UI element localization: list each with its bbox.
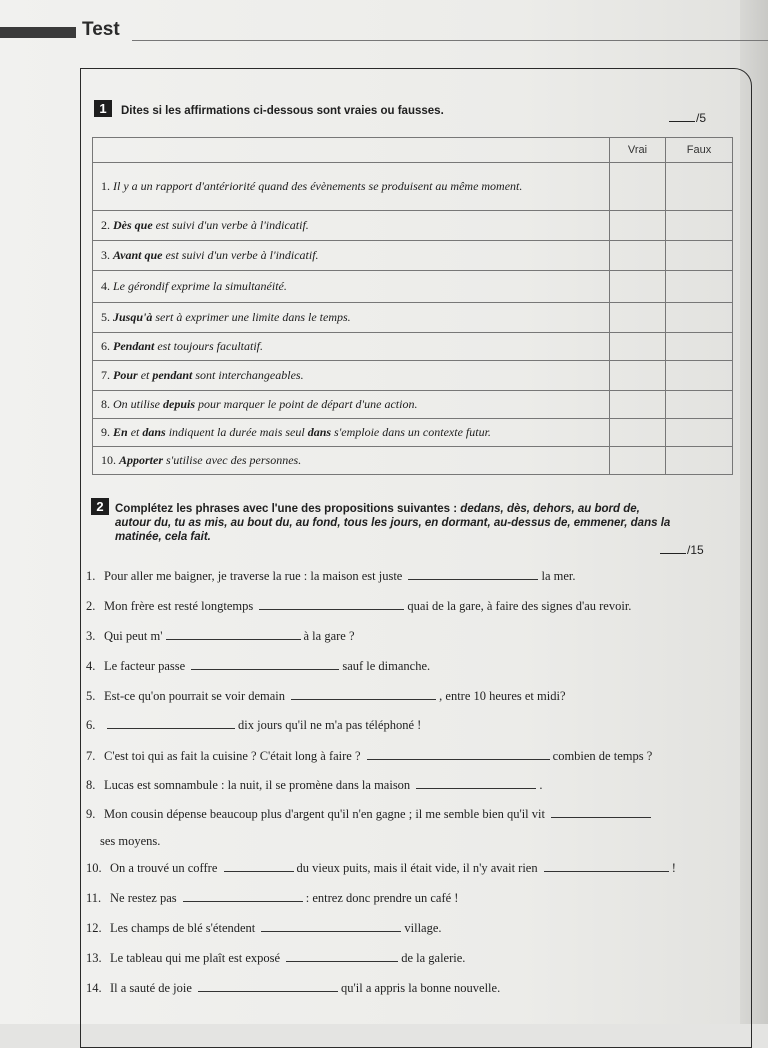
statement-row [93,333,733,361]
exercise-text: C'est toi qui as fait la cuisine ? C'était long à faire ? [104,749,364,763]
statement-column-header [93,138,610,163]
statement-text [93,391,610,419]
exercise-number: 13. [86,951,102,965]
score-blank[interactable] [660,553,686,554]
answer-cell-vrai[interactable] [610,271,666,303]
answer-blank[interactable] [198,980,338,992]
statement-part: sert à exprimer une limite dans le temps. [152,310,351,324]
statement-part: Jusqu'à [113,310,153,324]
statement-text [93,211,610,241]
section-2-number: 2 [91,498,109,515]
answer-cell-vrai[interactable] [610,241,666,271]
answer-cell-vrai[interactable] [610,419,666,447]
exercise-item [86,980,500,996]
statement-number: 7. [101,368,110,382]
statement-part: est toujours facultatif. [154,339,264,353]
page-title: Test [82,19,120,40]
answer-cell-faux[interactable] [666,211,733,241]
exercise-item [86,717,421,733]
statement-text [93,271,610,303]
statement-row [93,241,733,271]
column-header-vrai: Vrai [610,138,666,163]
answer-blank[interactable] [291,688,436,700]
answer-cell-vrai[interactable] [610,447,666,475]
exercise-number: 12. [86,921,102,935]
answer-blank[interactable] [261,920,401,932]
exercise-number: 4. [86,659,96,673]
statement-part: On utilise [113,397,163,411]
exercise-text: sauf le dimanche. [342,659,431,673]
header-rule [132,40,768,41]
exercise-text: Les champs de blé s'étendent [110,921,259,935]
exercise-text: à la gare ? [303,629,355,643]
statement-part: pendant [152,368,193,382]
statement-row [93,391,733,419]
answer-cell-faux[interactable] [666,361,733,391]
statement-text [93,419,610,447]
statement-part: est suivi d'un verbe à l'indicatif. [152,218,309,232]
answer-blank[interactable] [191,658,339,670]
statement-part: est suivi d'un verbe à l'indicatif. [162,248,319,262]
statement-number: 6. [101,339,110,353]
exercise-number: 2. [86,599,96,613]
statement-number: 2. [101,218,110,232]
statement-number: 8. [101,397,110,411]
exercise-text: Qui peut m' [104,629,163,643]
exercise-item [86,628,355,644]
statement-part: Avant que [113,248,163,262]
statement-text [93,333,610,361]
statement-row [93,447,733,475]
answer-blank[interactable] [416,777,536,789]
exercise-text: Mon cousin dépense beaucoup plus d'argent qu'il n'en gagne ; il me semble bien qu'il vit [104,807,549,821]
exercise-item [86,568,576,584]
statement-part: Le gérondif exprime la simultanéité. [113,279,287,293]
exercise-text: Pour aller me baigner, je traverse la rue : la maison est juste [104,569,406,583]
statement-part: et [137,368,153,382]
statement-part: s'emploie dans un contexte futur. [331,425,491,439]
exercise-continuation: ses moyens. [100,834,161,848]
answer-cell-faux[interactable] [666,447,733,475]
answer-cell-faux[interactable] [666,333,733,361]
exercise-text: Lucas est somnambule : la nuit, il se promène dans la maison [104,778,414,792]
answer-blank[interactable] [367,748,550,760]
statement-part: Apporter [119,453,164,467]
exercise-number: 8. [86,778,96,792]
statement-number: 1. [101,179,110,193]
statement-row [93,271,733,303]
statement-text [93,303,610,333]
answer-cell-faux[interactable] [666,391,733,419]
exercise-text: : entrez donc prendre un café ! [305,891,459,905]
exercise-number: 3. [86,629,96,643]
section-2-score: /15 [660,543,704,557]
exercise-text: On a trouvé un coffre [110,861,221,875]
exercise-item [86,598,631,614]
exercise-text: la mer. [541,569,576,583]
exercise-text: Mon frère est resté longtemps [104,599,257,613]
exercise-text: quai de la gare, à faire des signes d'au revoir. [407,599,632,613]
statement-part: s'utilise avec des personnes. [163,453,302,467]
exercise-item [86,890,458,906]
statement-text [93,241,610,271]
statement-part: Dès que [113,218,153,232]
column-header-faux: Faux [666,138,733,163]
exercise-text: Le facteur passe [104,659,189,673]
statement-row [93,211,733,241]
section-1-instruction: Dites si les affirmations ci-dessous sont vraies ou fausses. [121,105,444,117]
score-blank[interactable] [669,121,695,122]
statement-text [93,163,610,211]
statement-part: dans [142,425,166,439]
exercise-text: Ne restez pas [110,891,180,905]
statement-row [93,361,733,391]
statement-number: 4. [101,279,110,293]
exercise-item [86,806,654,822]
section-2-instruction: Complétez les phrases avec l'une des propositions suivantes : dedans, dès, dehors, au bord de, autour du, tu as mis, au bout du, au fond, tous les jours, en dormant, au-dessus de, emmener, dans la matinée, cela fait. [115,503,671,543]
exercise-item [86,748,652,764]
answer-cell-vrai[interactable] [610,333,666,361]
exercise-item [86,920,442,936]
statement-row [93,163,733,211]
answer-cell-vrai[interactable] [610,163,666,211]
answer-blank[interactable] [107,717,235,729]
answer-cell-vrai[interactable] [610,211,666,241]
section-1-number: 1 [94,100,112,117]
exercise-item [86,860,676,876]
statement-text [93,361,610,391]
exercise-number: 14. [86,981,102,995]
answer-blank[interactable] [544,860,669,872]
statement-number: 9. [101,425,110,439]
statement-part: Il y a un rapport d'antériorité quand des évènements se produisent au même moment. [113,179,523,193]
true-false-table [92,137,733,475]
exercise-text: de la galerie. [401,951,466,965]
exercise-number: 7. [86,749,96,763]
statement-part: Pendant [113,339,155,353]
answer-cell-vrai[interactable] [610,361,666,391]
statement-part: et [127,425,143,439]
answer-cell-faux[interactable] [666,419,733,447]
exercise-item [86,688,566,704]
exercise-text: qu'il a appris la bonne nouvelle. [341,981,501,995]
statement-number: 5. [101,310,110,324]
exercise-text: village. [404,921,442,935]
statement-part: depuis [163,397,196,411]
answer-cell-faux[interactable] [666,271,733,303]
exercise-item [86,950,465,966]
exercise-text: dix jours qu'il ne m'a pas téléphoné ! [238,718,422,732]
answer-cell-faux[interactable] [666,303,733,333]
answer-blank[interactable] [286,950,398,962]
exercise-text: combien de temps ? [552,749,653,763]
answer-blank[interactable] [551,806,651,818]
answer-blank[interactable] [259,598,404,610]
exercise-number: 6. [86,718,96,732]
exercise-number: 1. [86,569,96,583]
exercise-text: ! [671,861,676,875]
exercise-text: , entre 10 heures et midi? [439,689,566,703]
exercise-text: Il a sauté de joie [110,981,196,995]
exercise-text: Est-ce qu'on pourrait se voir demain [104,689,289,703]
exercise-item [86,777,542,793]
header-band [0,27,76,38]
statement-number: 3. [101,248,110,262]
exercise-number: 5. [86,689,96,703]
answer-blank[interactable] [408,568,538,580]
answer-blank[interactable] [166,628,301,640]
answer-cell-faux[interactable] [666,241,733,271]
table-header-row [93,138,733,163]
exercise-text: Le tableau qui me plaît est exposé [110,951,284,965]
exercise-number: 9. [86,807,96,821]
statement-part: sont interchangeables. [192,368,304,382]
answer-cell-faux[interactable] [666,163,733,211]
statement-row [93,419,733,447]
statement-number: 10. [101,453,116,467]
statement-part: dans [307,425,332,439]
answer-blank[interactable] [183,890,303,902]
statement-part: En [113,425,128,439]
exercise-number: 11. [86,891,102,905]
exercise-text: . [539,778,543,792]
statement-part: pour marquer le point de départ d'une action. [195,397,418,411]
answer-cell-vrai[interactable] [610,391,666,419]
statement-part: Pour [113,368,138,382]
statement-part: indiquent la durée mais seul [165,425,308,439]
exercise-number: 10. [86,861,102,875]
statement-text [93,447,610,475]
statement-row [93,303,733,333]
exercise-item [86,658,430,674]
section-1-score: /5 [669,111,706,125]
answer-blank[interactable] [224,860,294,872]
answer-cell-vrai[interactable] [610,303,666,333]
exercise-text: du vieux puits, mais il était vide, il n'y avait rien [296,861,541,875]
